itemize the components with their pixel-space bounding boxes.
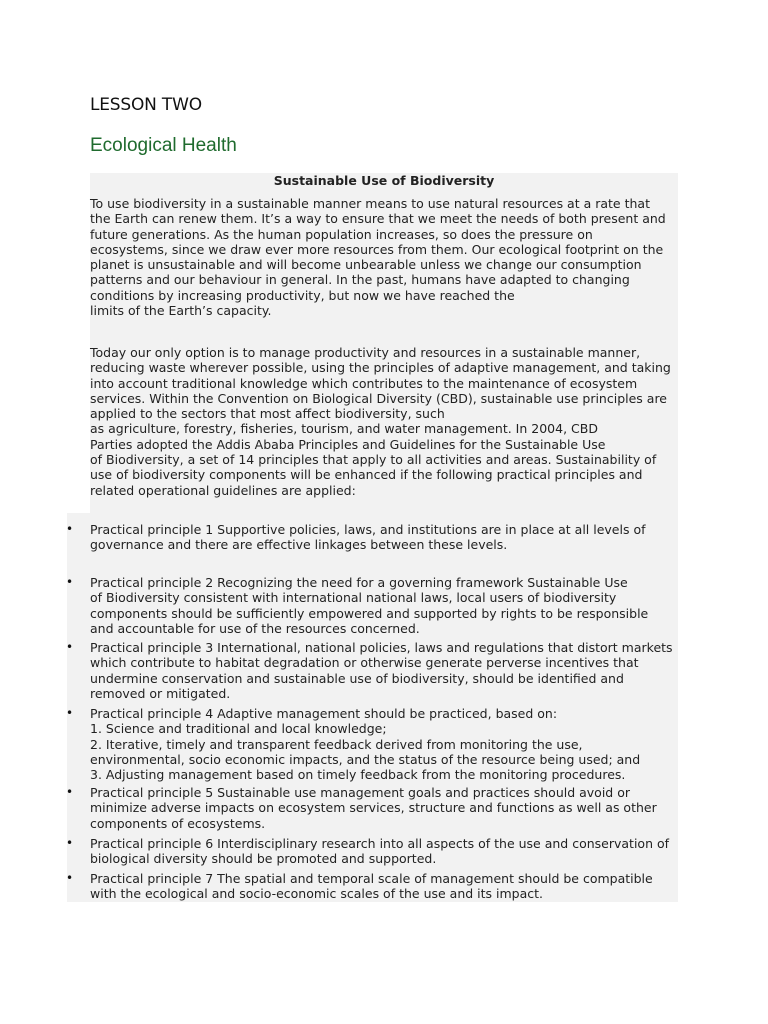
context-paragraph [90,345,680,498]
bullet-icon: • [66,575,74,589]
text-line: which contribute to habitat degradation or otherwise generate perverse incentives that [90,655,639,671]
text-line: use of biodiversity components will be enhanced if the following practical principles and [90,467,643,483]
text-line: with the ecological and socio-economic scales of the use and its impact. [90,886,544,902]
principle-item [90,522,680,553]
text-line: components should be sufficiently empowered and supported by rights to be responsible [90,605,649,621]
principle-item [90,706,680,782]
text-line: biological diversity should be promoted and supported. [90,851,437,867]
text-line: Practical principle 7 The spatial and temporal scale of management should be compatible [90,871,653,886]
text-line: Practical principle 3 International, national policies, laws and regulations that distort markets [90,640,673,655]
text-line: planet is unsustainable and will become unbearable unless we change our consumption [90,257,642,273]
text-line: undermine conservation and sustainable use of biodiversity, should be identified and [90,670,624,686]
text-line: future generations. As the human population increases, so does the pressure on [90,226,593,242]
text-line: components of ecosystems. [90,815,266,831]
text-line: ecosystems, since we draw ever more resources from them. Our ecological footprint on the [90,241,664,257]
text-line: governance and there are effective linkages between these levels. [90,537,508,553]
principle-item [90,640,680,701]
principle-item [90,836,680,867]
text-line: of Biodiversity, a set of 14 principles that apply to all activities and areas. Sustainability of [90,452,657,468]
text-line: Practical principle 1 Supportive policies, laws, and institutions are in place at all levels of [90,522,646,537]
text-line: minimize adverse impacts on ecosystem services, structure and functions as well as other [90,800,657,816]
article-title: Sustainable Use of Biodiversity [273,173,495,188]
bullet-icon: • [66,871,74,885]
text-line: conditions by increasing productivity, but now we have reached the [90,287,515,303]
text-line: as agriculture, forestry, fisheries, tourism, and water management. In 2004, CBD [90,421,598,437]
text-line: 3. Adjusting management based on timely feedback from the monitoring procedures. [90,767,626,783]
text-line: 1. Science and traditional and local knowledge; [90,721,387,737]
text-line: patterns and our behaviour in general. In the past, humans have adapted to changing [90,272,630,288]
text-line: limits of the Earth’s capacity. [90,303,272,319]
text-line: into account traditional knowledge which contributes to the maintenance of ecosystem [90,375,638,391]
lesson-label: LESSON TWO [90,95,202,115]
principle-item [90,871,680,902]
text-line: and accountable for use of the resources concerned. [90,620,420,636]
section-title: Ecological Health [90,135,237,156]
bullet-icon: • [66,706,74,720]
bullet-icon: • [66,836,74,850]
text-line: Today our only option is to manage productivity and resources in a sustainable manner, [90,345,641,360]
text-line: services. Within the Convention on Biological Diversity (CBD), sustainable use principles are [90,390,668,406]
text-line: Practical principle 5 Sustainable use management goals and practices should avoid or [90,785,630,800]
principle-item [90,575,680,636]
text-line: of Biodiversity consistent with international national laws, local users of biodiversity [90,590,617,606]
text-line: environmental, socio economic impacts, and the status of the resource being used; and [90,751,641,767]
text-line: applied to the sectors that most affect biodiversity, such [90,406,445,422]
text-line: Practical principle 6 Interdisciplinary research into all aspects of the use and conservation of [90,836,670,851]
bullet-icon: • [66,640,74,654]
principle-item [90,785,680,831]
bullet-icon: • [66,785,74,799]
text-line: the Earth can renew them. It’s a way to ensure that we meet the needs of both present and [90,211,666,227]
intro-paragraph [90,196,680,318]
text-line: Practical principle 4 Adaptive management should be practiced, based on: [90,706,558,721]
text-line: reducing waste wherever possible, using the principles of adaptive management, and taking [90,360,671,376]
bullet-icon: • [66,522,74,536]
text-line: removed or mitigated. [90,685,231,701]
text-line: Parties adopted the Addis Ababa Principles and Guidelines for the Sustainable Use [90,436,606,452]
text-line: 2. Iterative, timely and transparent feedback derived from monitoring the use, [90,736,583,752]
text-line: To use biodiversity in a sustainable manner means to use natural resources at a rate that [90,196,650,211]
text-line: related operational guidelines are applied: [90,482,356,498]
text-line: Practical principle 2 Recognizing the need for a governing framework Sustainable Use [90,575,628,590]
